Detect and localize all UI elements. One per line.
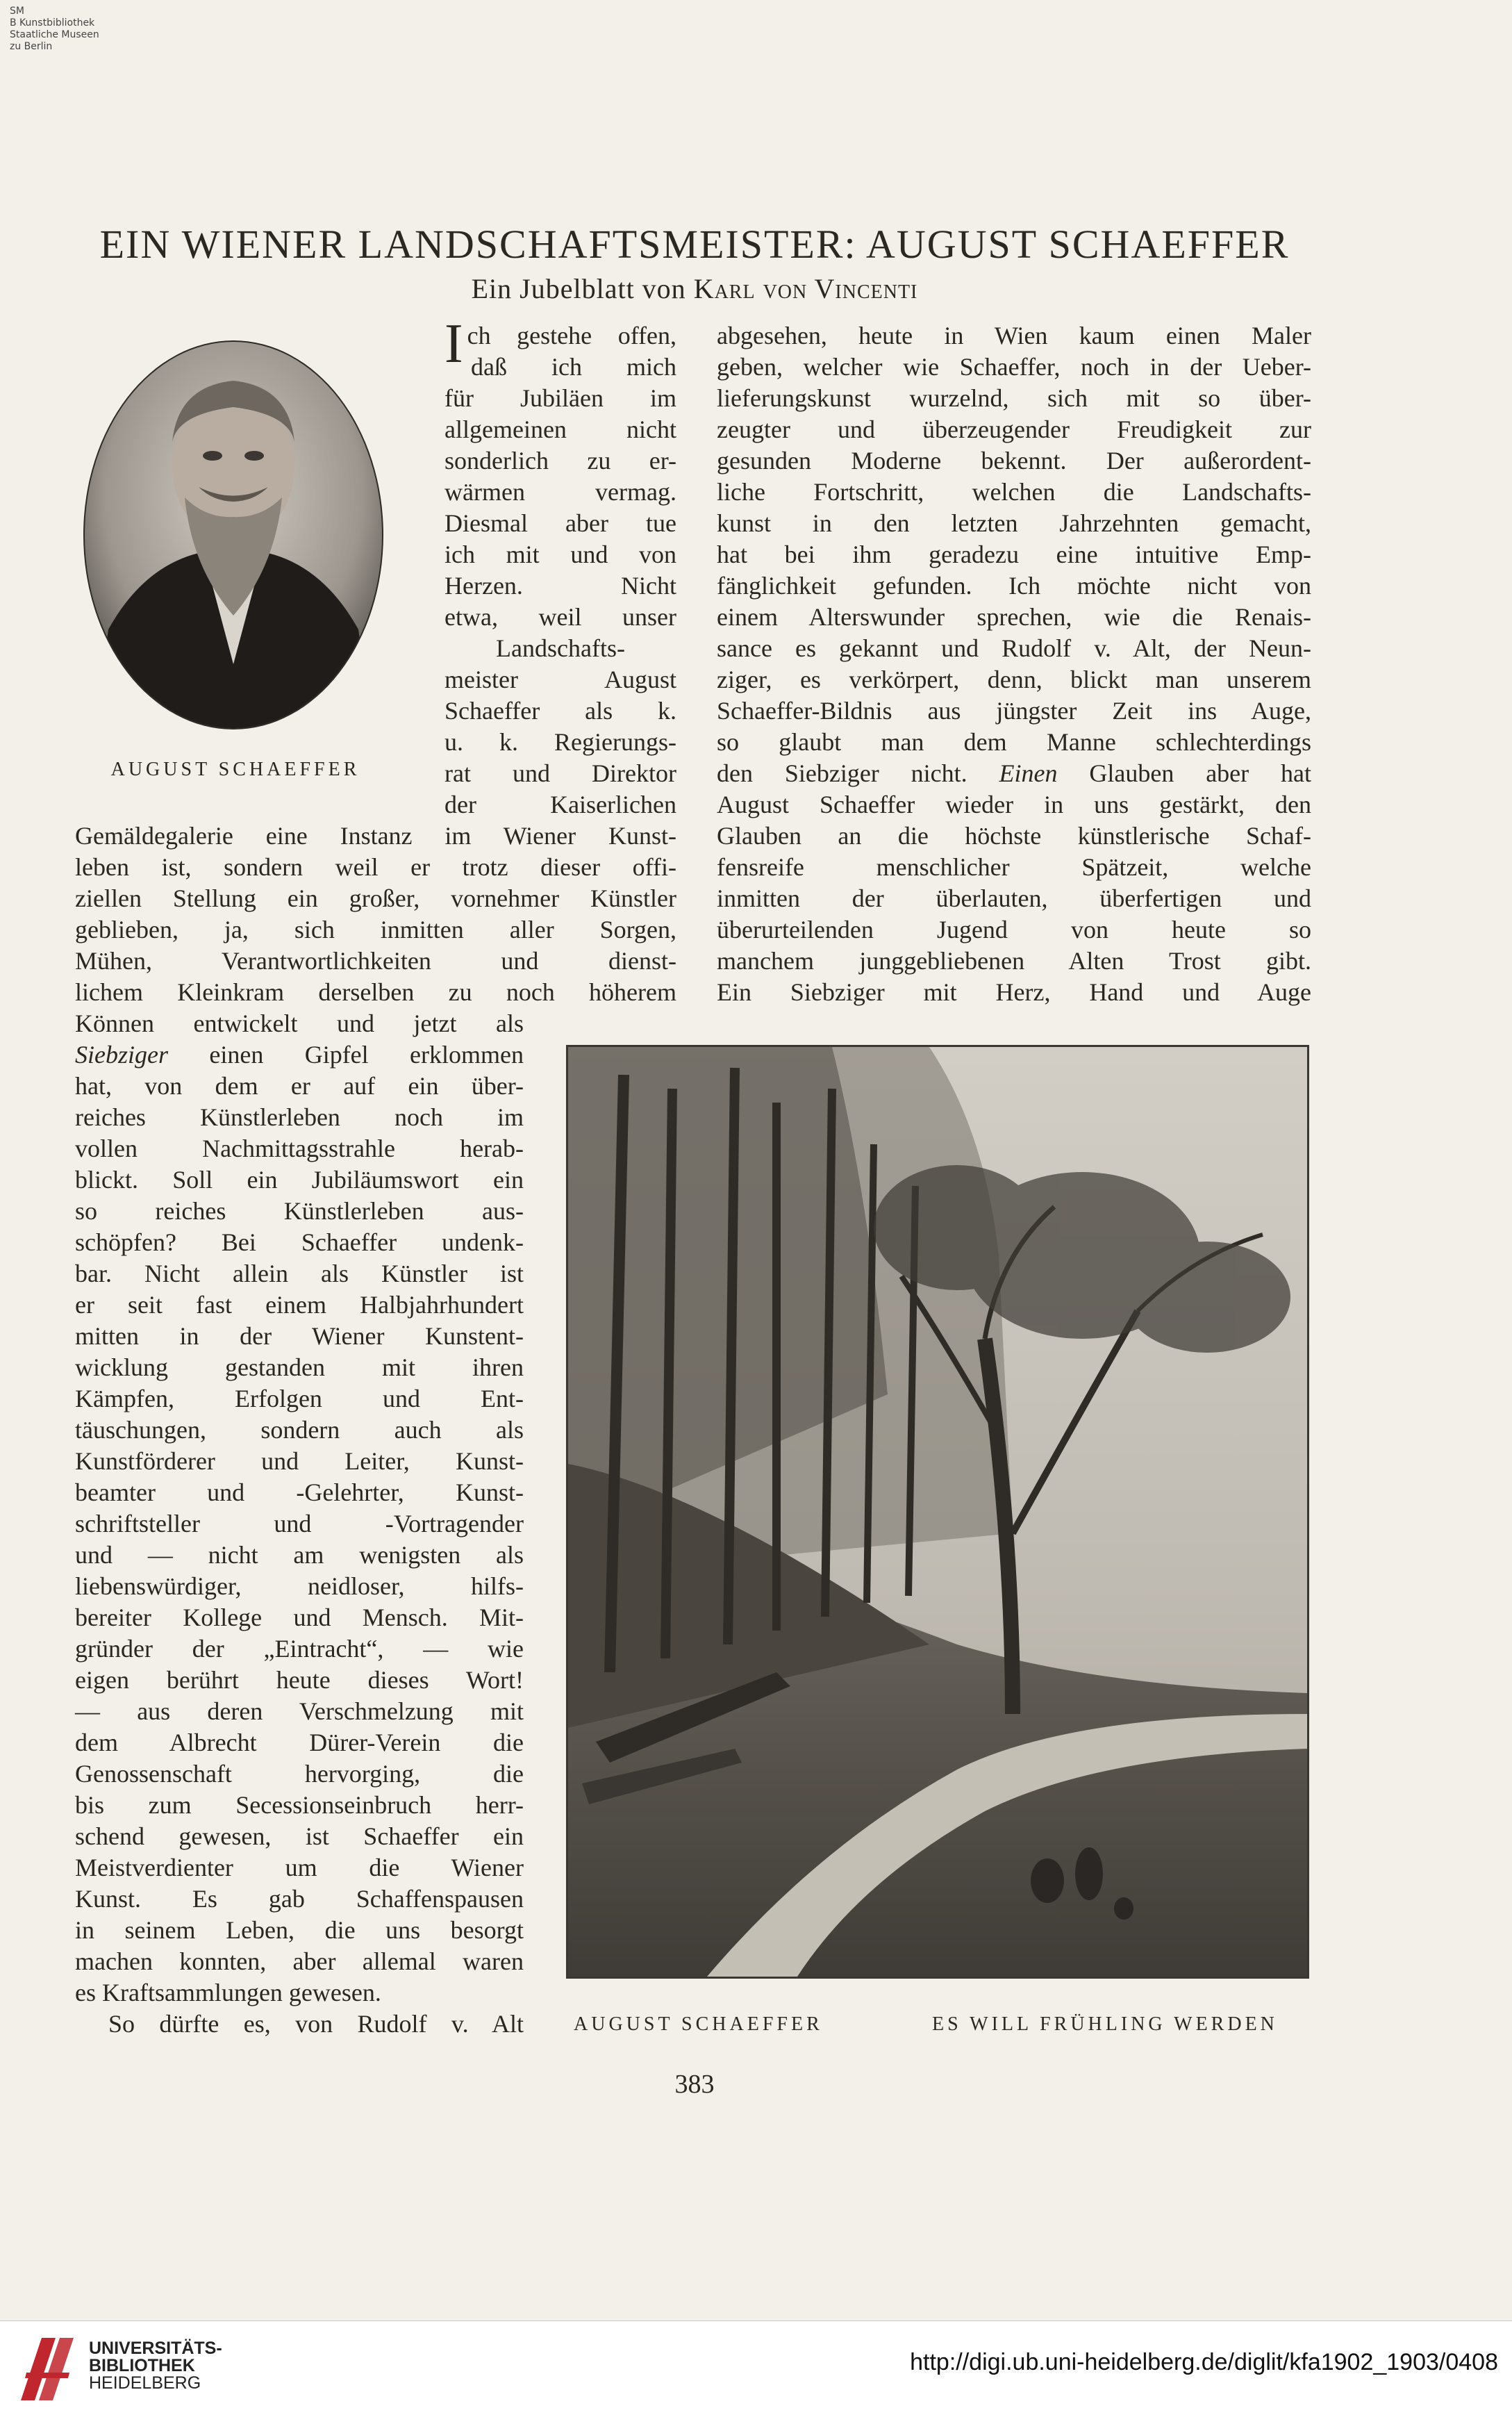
text-line: sonderlich zu er- <box>445 447 676 475</box>
text-line: geblieben, ja, sich inmitten aller Sorgen, <box>75 916 676 943</box>
text-line: täuschungen, sondern auch als <box>75 1416 524 1444</box>
text-line: dem Albrecht Dürer-Verein die <box>75 1729 524 1756</box>
text-line: Gemäldegalerie eine Instanz im Wiener Kunst- <box>75 822 676 850</box>
text-line: einem Alterswunder sprechen, wie die Renais- <box>717 603 1311 631</box>
portrait-photo <box>81 338 386 732</box>
text-line: Ein Siebziger mit Herz, Hand und Auge <box>717 978 1311 1006</box>
text-line: ich mit und von <box>445 541 676 568</box>
text-line: schöpfen? Bei Schaeffer undenk- <box>75 1228 524 1256</box>
text-line: Kunst. Es gab Schaffenspausen <box>75 1885 524 1913</box>
text-line: für Jubiläen im <box>445 384 676 412</box>
text-line: der Kaiserlichen <box>445 791 676 818</box>
text-line: meister August <box>445 666 676 693</box>
text-line: liche Fortschritt, welchen die Landschafts- <box>717 478 1311 506</box>
text-line: Können entwickelt und jetzt als <box>75 1009 524 1037</box>
text-line: zeugter und überzeugender Freudigkeit zur <box>717 415 1311 443</box>
text-line: Meistverdienter um die Wiener <box>75 1854 524 1881</box>
painting-caption-artist: AUGUST SCHAEFFER <box>574 2013 823 2035</box>
text-line: gründer der „Eintracht“, — wie <box>75 1635 524 1663</box>
text-line: allgemeinen nicht <box>445 415 676 443</box>
stamp-line: SM <box>10 6 24 17</box>
text-line: rat und Direktor <box>445 759 676 787</box>
text-line: lichem Kleinkram derselben zu noch höherem <box>75 978 676 1006</box>
text-line-rest: ch gestehe offen, <box>467 322 676 349</box>
text-line: fensreife menschlicher Spätzeit, welche <box>717 853 1311 881</box>
text-line: Schaeffer als k. <box>445 697 676 725</box>
text-line: bereiter Kollege und Mensch. Mit- <box>75 1603 524 1631</box>
text-line: liebenswürdiger, neidloser, hilfs- <box>75 1572 524 1600</box>
text-line: mitten in der Wiener Kunstent- <box>75 1322 524 1350</box>
text-line: es Kraftsammlungen gewesen. <box>75 1979 381 2006</box>
library-stamp <box>10 6 99 53</box>
stamp-line: Staatliche Museen <box>10 29 99 40</box>
italic-word: Einen <box>999 759 1058 787</box>
text-line: er seit fast einem Halbjahrhundert <box>75 1291 524 1319</box>
painting-caption-title: ES WILL FRÜHLING WERDEN <box>932 2013 1278 2035</box>
text-line: leben ist, sondern weil er trotz dieser offi- <box>75 853 676 881</box>
text-line: ziellen Stellung ein großer, vornehmer Künstler <box>75 884 676 912</box>
text-line: vollen Nachmittagsstrahle herab- <box>75 1135 524 1162</box>
page-number: 383 <box>674 2070 715 2099</box>
text-line: Schaeffer-Bildnis aus jüngster Zeit ins Auge, <box>717 697 1311 725</box>
library-name <box>89 2340 222 2392</box>
text-line: so reiches Künstlerleben aus- <box>75 1197 524 1225</box>
col1-lower-text <box>75 1008 524 2040</box>
text-line: Kunstförderer und Leiter, Kunst- <box>75 1447 524 1475</box>
text-line: lieferungskunst wurzelnd, sich mit so über- <box>717 384 1311 412</box>
text-line: abgesehen, heute in Wien kaum einen Maler <box>717 322 1311 349</box>
text-line-start: den Siebziger nicht. <box>717 759 999 787</box>
stamp-line: B Kunstbibliothek <box>10 17 95 28</box>
text-line: u. k. Regierungs- <box>445 728 676 756</box>
drop-cap: I <box>445 313 463 374</box>
text-line: schend gewesen, ist Schaeffer ein <box>75 1822 524 1850</box>
article-title: EIN WIENER LANDSCHAFTSMEISTER: AUGUST SCHAEFFER <box>99 222 1290 267</box>
col2-text <box>717 320 1311 1008</box>
subtitle-prefix: Ein Jubelblatt von <box>471 273 686 304</box>
text-line: Herzen. Nicht <box>445 572 676 600</box>
logo-line: HEIDELBERG <box>89 2373 201 2393</box>
text-line: und — nicht am wenigsten als <box>75 1541 524 1569</box>
text-line-rest: Glauben aber hat <box>1057 759 1311 787</box>
source-url-link[interactable]: http://digi.ub.uni-heidelberg.de/diglit/kfa1902_1903/0408 <box>910 2349 1498 2375</box>
author-name: Karl von Vincenti <box>693 273 918 304</box>
text-line: bar. Nicht allein als Künstler ist <box>75 1260 524 1287</box>
text-line: August Schaeffer wieder in uns gestärkt, den <box>717 791 1311 818</box>
portrait-caption: AUGUST SCHAEFFER <box>110 759 360 780</box>
col1-wide-text <box>75 821 676 1008</box>
text-line: Glauben an die höchste künstlerische Schaf- <box>717 822 1311 850</box>
text-line: bis zum Secessionseinbruch herr- <box>75 1791 524 1819</box>
text-line: eigen berührt heute dieses Wort! <box>75 1666 524 1694</box>
text-line <box>717 758 1311 789</box>
text-line: Genossenschaft hervorging, die <box>75 1760 524 1788</box>
text-line: Landschafts- <box>496 634 625 662</box>
text-line: gesunden Moderne bekennt. Der außerordent- <box>717 447 1311 475</box>
text-line: blickt. Soll ein Jubiläumswort ein <box>75 1166 524 1194</box>
text-line: So dürfte es, von Rudolf v. Alt <box>108 2010 524 2038</box>
italic-word: Siebziger <box>75 1041 168 1069</box>
text-line <box>75 1039 524 1071</box>
text-line: kunst in den letzten Jahrzehnten gemacht, <box>717 509 1311 537</box>
text-line: etwa, weil unser <box>445 603 676 631</box>
text-line: Kämpfen, Erfolgen und Ent- <box>75 1385 524 1412</box>
logo-line: UNIVERSITÄTS- <box>89 2339 222 2358</box>
text-line: wicklung gestanden mit ihren <box>75 1353 524 1381</box>
text-line: wärmen vermag. <box>445 478 676 506</box>
text-line: ziger, es verkörpert, denn, blickt man unserem <box>717 666 1311 693</box>
text-line: — aus deren Verschmelzung mit <box>75 1697 524 1725</box>
text-line: so glaubt man dem Manne schlechterdings <box>717 728 1311 756</box>
text-line: hat, von dem er auf ein über- <box>75 1072 524 1100</box>
text-line: manchem junggebliebenen Alten Trost gibt. <box>717 947 1311 975</box>
text-line: Mühen, Verantwortlichkeiten und dienst- <box>75 947 676 975</box>
text-line: inmitten der überlauten, überfertigen und <box>717 884 1311 912</box>
text-line: reiches Künstlerleben noch im <box>75 1103 524 1131</box>
text-line: schriftsteller und -Vortragender <box>75 1510 524 1537</box>
text-line: daß ich mich <box>471 353 676 381</box>
text-line: geben, welcher wie Schaeffer, noch in der Ueber- <box>717 353 1311 381</box>
text-line: beamter und -Gelehrter, Kunst- <box>75 1478 524 1506</box>
library-logo-icon <box>14 2331 81 2411</box>
col1-upper-text <box>445 313 676 821</box>
text-line-rest: einen Gipfel erklommen <box>167 1041 524 1069</box>
article-subtitle <box>0 272 1389 305</box>
text-line: hat bei ihm geradezu eine intuitive Emp- <box>717 541 1311 568</box>
logo-line: BIBLIOTHEK <box>89 2356 195 2375</box>
text-line: überurteilenden Jugend von heute so <box>717 916 1311 943</box>
painting-reproduction <box>566 1045 1309 1979</box>
text-line: Diesmal aber tue <box>445 509 676 537</box>
text-line: sance es gekannt und Rudolf v. Alt, der Neun- <box>717 634 1311 662</box>
text-line: machen konnten, aber allemal waren <box>75 1947 524 1975</box>
text-line: in seinem Leben, die uns besorgt <box>75 1916 524 1944</box>
stamp-line: zu Berlin <box>10 41 53 52</box>
text-line: fänglichkeit gefunden. Ich möchte nicht von <box>717 572 1311 600</box>
